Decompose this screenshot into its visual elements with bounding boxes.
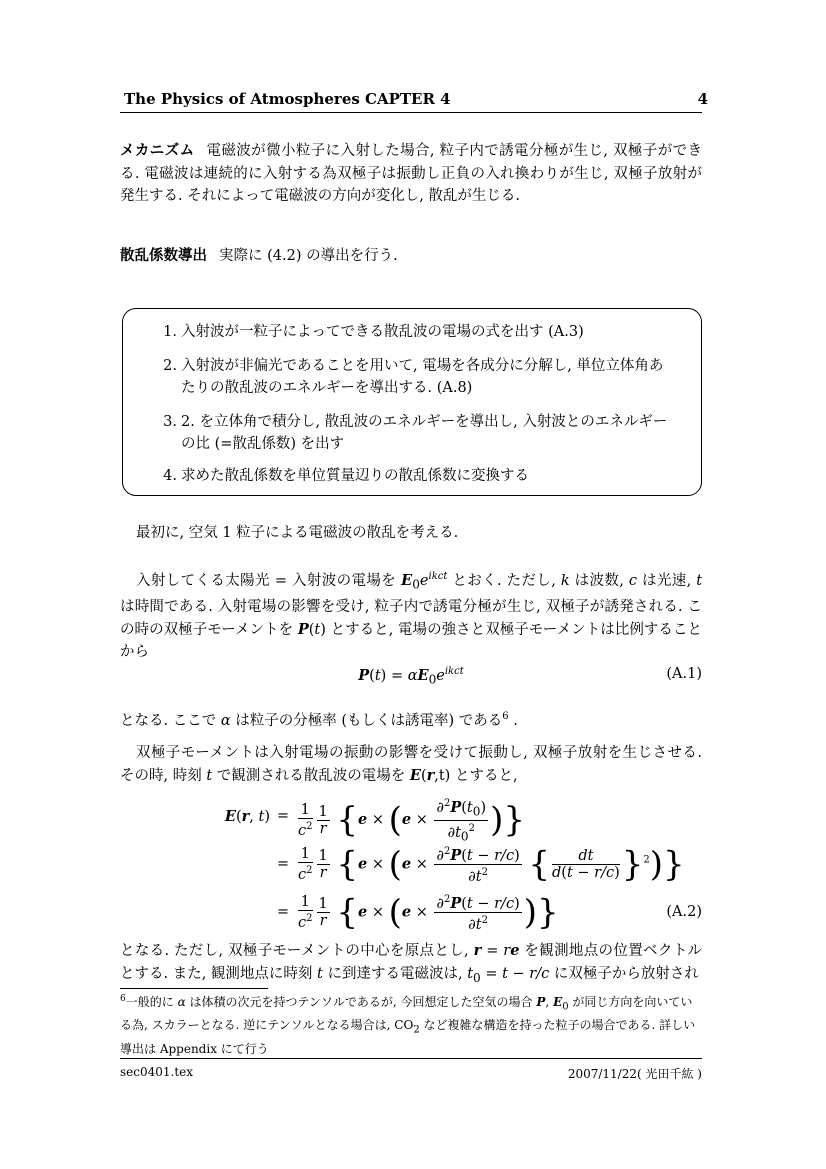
footer-rule	[120, 1058, 702, 1059]
math-E0: E	[401, 571, 413, 589]
derivation-paragraph	[120, 245, 702, 268]
text-run: .	[513, 712, 518, 729]
step-item-1	[157, 321, 677, 343]
text-run: に到達する電磁波は,	[327, 965, 463, 982]
step-number: 2.	[163, 358, 177, 374]
header-rule	[120, 112, 702, 113]
paragraph-polarizability: となる. ここで α は粒子の分極率 (もしくは誘電率) である$^6$ .	[120, 711, 518, 729]
text-run: となる. ただし, 双極子モーメントの中心を原点とし,	[120, 943, 469, 959]
equation-a1-number: (A.1)	[666, 666, 702, 682]
text-run: に双極子から放射され	[553, 965, 699, 982]
step-text: 2. を立体角で積分し, 散乱波のエネルギーを導出し, 入射波とのエネルギーの比 (=散乱係数) を出す	[181, 414, 668, 452]
text-run: とすると,	[454, 767, 518, 784]
step-item-2	[157, 355, 677, 399]
text-run: 入射してくる太陽光 = 入射波の電場を	[136, 572, 397, 589]
equation-a2-row-1: E(r, t) = $\frac{1}{c^2}$ $\frac{1}{r}$ {e × (e × $\frac{\partial^2P(t_0)}{\partial t_0^2}$ )}	[224, 798, 526, 844]
mechanism-paragraph	[120, 140, 702, 208]
running-header-title: The Physics of Atmospheres CAPTER 4	[124, 90, 451, 108]
footnote-ref: 6	[502, 711, 509, 722]
text-run: が同じ方向を向いている為, スカラーとなる. 逆にテンソルとなる場合は, CO	[120, 995, 693, 1033]
mechanism-text: 電磁波が微小粒子に入射した場合, 粒子内で誘電分極が生じ, 双極子ができる. 電磁波は連続的に入射する為双極子は振動し正負の入れ換わりが生じ, 双極子放射が発生する. それによって電磁波の方向が変化し, 散乱が生じる.	[120, 143, 702, 204]
text-run: は粒子の分極率 (もしくは誘電率) である	[235, 712, 503, 729]
step-number: 1.	[163, 324, 177, 340]
paragraph-incident-wave: 入射してくる太陽光 = 入射波の電場を $E_0e^{ikct}$ とおく. ただし, k は波数, c は光速, t は時間である. 入射電場の影響を受け, 粒子内で誘電分極が生じ, 双極子が誘発される. この時の双極子モーメントを P(t) とすると, 電場の強さと双極子モーメントは比例することから	[120, 571, 703, 661]
footnote: $^6$一般的に α は体積の次元を持つテンソルであるが, 今回想定した空気の場合 P, $E_0$ が同じ方向を向いている為, スカラーとなる. 逆にテンソルとなる場合は, $CO_2$ など複雑な構造を持った粒子の場合である. 詳しい導出は Appendix にて行う	[120, 994, 696, 1056]
equation-a2-number: (A.2)	[666, 904, 702, 920]
text-run: とおく. ただし,	[452, 572, 556, 589]
equation-a2-row-3: = $\frac{1}{c^2}$ $\frac{1}{r}$ {e × (e × $\frac{\partial^2P(t - r/c)}{\partial t^2}$ )} (A.2)	[276, 892, 702, 933]
text-run: となる. ここで	[120, 712, 217, 729]
text-run: を観測地点の位置ベクトルとする. また, 観測地点に時刻	[120, 943, 703, 982]
text-run: は光速,	[642, 572, 692, 589]
text-run: 一般的に	[125, 995, 174, 1009]
footnote-mark: 6	[120, 994, 126, 1004]
text-run: は時間である. 入射電場の影響を受け, 粒子内で誘電分極が生じ, 双極子が誘発される. この時の双極子モーメントを	[120, 599, 702, 638]
step-item-4	[157, 465, 677, 487]
footer-date-author: 2007/11/22( 光田千紘 )	[567, 1067, 702, 1081]
footer-filename: sec0401.tex	[120, 1065, 194, 1079]
derivation-label: 散乱係数導出	[120, 248, 207, 264]
derivation-text: 実際に (4.2) の導出を行う.	[219, 248, 398, 264]
equation-a2-row-2: = $\frac{1}{c^2}$ $\frac{1}{r}$ {e × (e × $\frac{\partial^2P(t - r/c)}{\partial t^2}$ { $\frac{dt}{d(t - r/c)}$ }$^2$)}	[276, 844, 685, 885]
step-number: 3.	[163, 414, 177, 430]
text-run: で観測される散乱波の電場を	[216, 767, 406, 784]
mechanism-label: メカニズム	[120, 143, 195, 159]
equation-a1	[120, 666, 702, 694]
paragraph-intro: 最初に, 空気 1 粒子による電磁波の散乱を考える.	[136, 525, 459, 541]
step-text: 入射波が非偏光であることを用いて, 電場を各成分に分解し, 単位立体角あたりの散乱波のエネルギーを導出する. (A.8)	[181, 358, 664, 396]
text-run: は体積の次元を持つテンソルであるが, 今回想定した空気の場合	[189, 995, 533, 1009]
step-item-3	[157, 411, 677, 455]
step-number: 4.	[163, 468, 177, 484]
page-number: 4	[697, 90, 708, 108]
text-run: は波数,	[574, 572, 624, 589]
equation-a1-body: $P(t) = \alpha E_0e^{ikct}$	[358, 666, 464, 687]
text-run: 双極子モーメントは入射電場の振動の影響を受けて振動し, 双極子放射を生じさせる. その時, 時刻	[120, 745, 702, 784]
paragraph-dipole-radiation: 双極子モーメントは入射電場の振動の影響を受けて振動し, 双極子放射を生じさせる. その時, 時刻 t で観測される散乱波の電場を E(r,t) とすると,	[120, 745, 702, 784]
footnote-rule	[120, 988, 268, 989]
steps-box	[122, 308, 702, 496]
step-text: 入射波が一粒子によってできる散乱波の電場の式を出す (A.3)	[181, 324, 584, 340]
text-run: など複雑な構造を持った粒子の場合である. 詳しい導出は Appendix にて行う	[120, 1018, 696, 1056]
paragraph-origin: となる. ただし, 双極子モーメントの中心を原点とし, r = re を観測地点の位置ベクトルとする. また, 観測地点に時刻 t に到達する電磁波は, $t_0 = t - r/c$ に双極子から放射され	[120, 942, 703, 985]
text-run: とすると, 電場の強さと双極子モーメントは比例することから	[120, 621, 702, 661]
step-text: 求めた散乱係数を単位質量辺りの散乱係数に変換する	[181, 468, 529, 484]
